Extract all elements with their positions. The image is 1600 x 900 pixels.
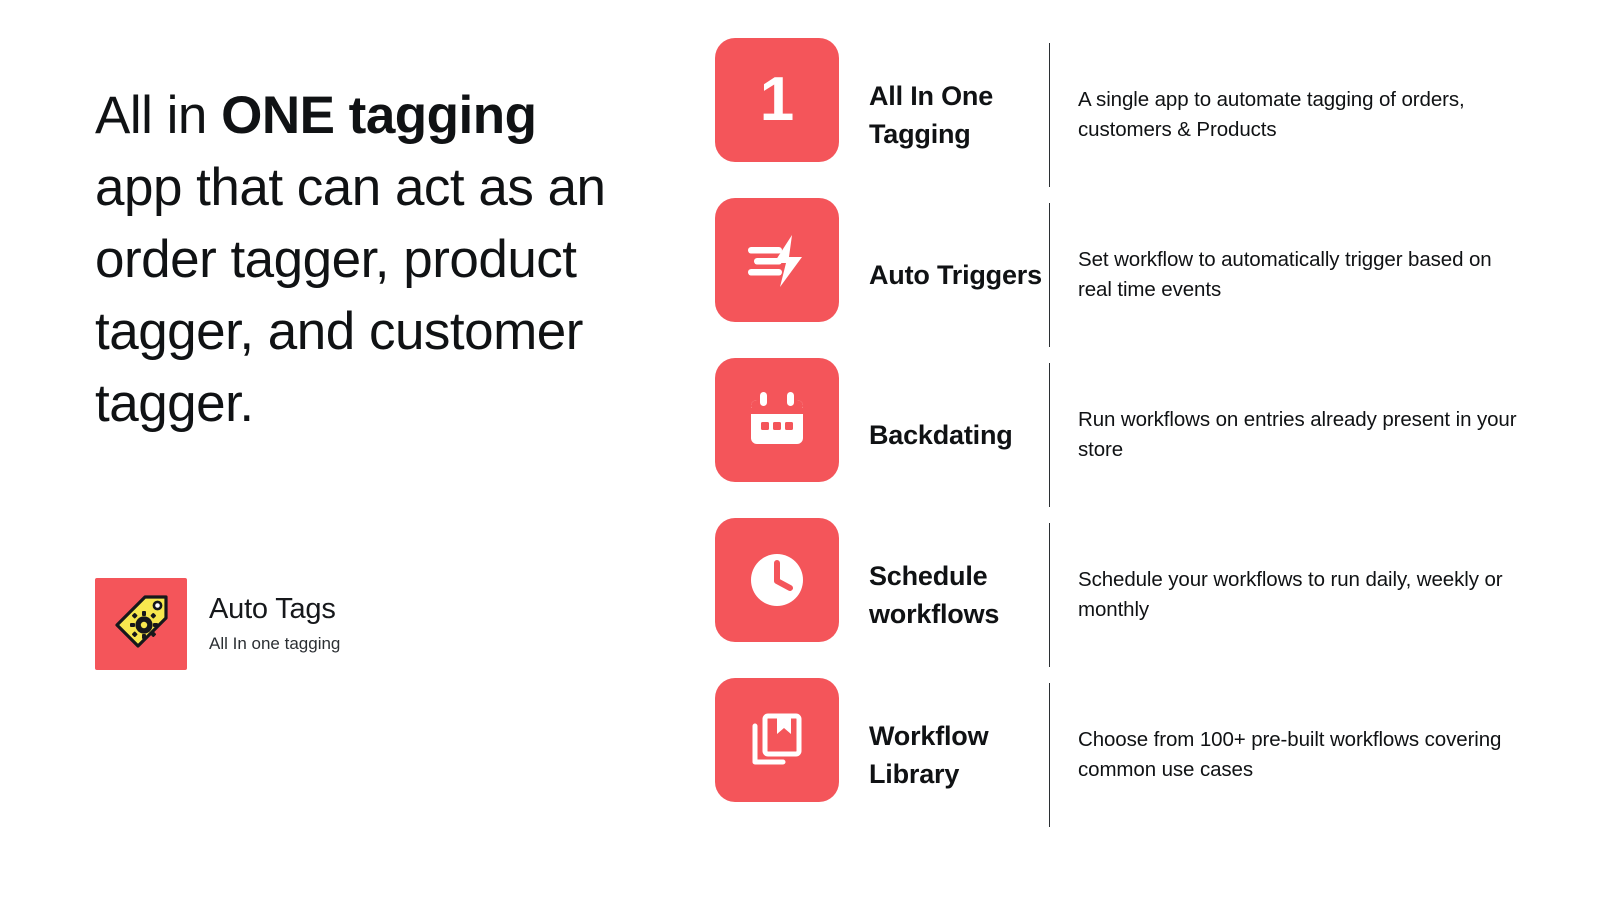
feature-title: Workflow Library xyxy=(869,720,989,789)
feature-description: Run workflows on entries already present in your store xyxy=(1078,407,1517,461)
headline-emphasis: ONE tagging xyxy=(221,86,537,145)
feature-list xyxy=(690,0,1600,900)
feature-description: Choose from 100+ pre-built workflows covering common use cases xyxy=(1078,727,1502,781)
feature-item-schedule-workflows xyxy=(715,515,1560,675)
feature-description: A single app to automate tagging of orders, customers & Products xyxy=(1078,87,1465,141)
feature-title: Schedule workflows xyxy=(869,560,1000,629)
clock-icon xyxy=(715,518,839,642)
book-library-icon xyxy=(715,678,839,802)
feature-item-auto-triggers xyxy=(715,195,1560,355)
feature-description: Schedule your workflows to run daily, weekly or monthly xyxy=(1078,567,1503,621)
headline-rest: app that can act as an order tagger, product tagger, and customer tagger. xyxy=(95,158,606,434)
feature-item-all-in-one-tagging xyxy=(715,35,1560,195)
feature-item-workflow-library xyxy=(715,675,1560,835)
calendar-icon xyxy=(715,358,839,482)
brand-name: Auto Tags xyxy=(209,593,336,626)
page-title xyxy=(95,80,635,440)
left-panel xyxy=(0,0,690,900)
lightning-bolt-lines-icon xyxy=(715,198,839,322)
feature-title: Auto Triggers xyxy=(869,259,1042,290)
brand-logo xyxy=(95,578,187,670)
price-tag-gear-icon xyxy=(107,588,175,661)
feature-title: All In One Tagging xyxy=(869,80,994,149)
number-one-glyph: 1 xyxy=(759,65,795,134)
feature-item-backdating xyxy=(715,355,1560,515)
brand-block xyxy=(95,578,340,670)
feature-description: Set workflow to automatically trigger based on real time events xyxy=(1078,247,1492,301)
number-one-icon xyxy=(715,38,839,162)
headline-plain-lead: All in xyxy=(95,86,222,145)
brand-text xyxy=(209,594,340,654)
feature-title: Backdating xyxy=(869,419,1013,450)
brand-tagline: All In one tagging xyxy=(209,633,341,653)
